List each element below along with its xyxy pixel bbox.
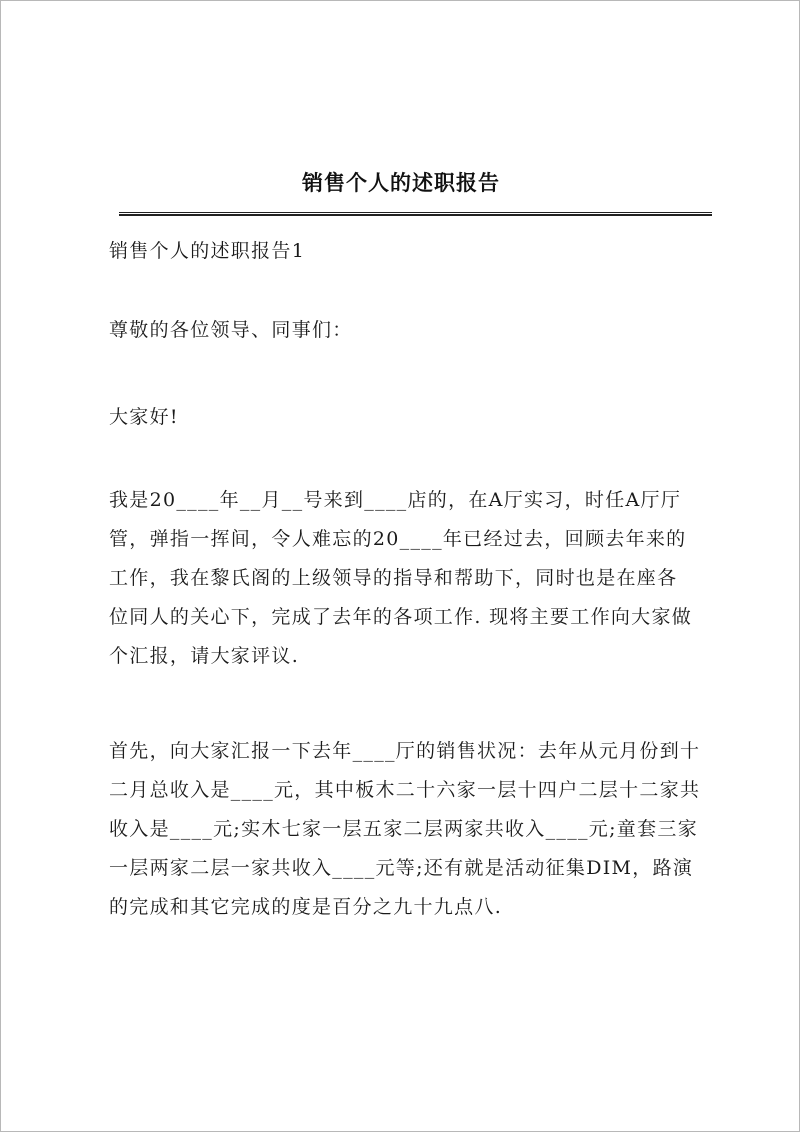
greeting: 大家好! bbox=[109, 406, 179, 428]
salutation: 尊敬的各位领导、同事们： bbox=[109, 319, 353, 341]
section-heading: 销售个人的述职报告1 bbox=[109, 240, 306, 262]
title-divider bbox=[119, 212, 712, 216]
document-title: 销售个人的述职报告 bbox=[302, 170, 500, 195]
body-paragraph-sales: 首先，向大家汇报一下去年____厅的销售状况：去年从元月份到十二月总收入是____元，其中板木二十六家一层十四户二层十二家共收入是____元;实木七家一层五家二层两家共收入____元;童套三家一层两家二层一家共收入____元等;还有就是活动征集DIM，路演的完成和其它完成的度是百分之九十九点八. bbox=[109, 740, 701, 918]
body-paragraph-intro: 我是20____年__月__号来到____店的，在A厅实习，时任A厅厅管，弹指一挥间，令人难忘的20____年已经过去，回顾去年来的工作，我在黎氏阁的上级领导的指导和帮助下，同时也是在座各位同人的关心下，完成了去年的各项工作. 现将主要工作向大家做个汇报，请大家评议. bbox=[109, 489, 693, 667]
